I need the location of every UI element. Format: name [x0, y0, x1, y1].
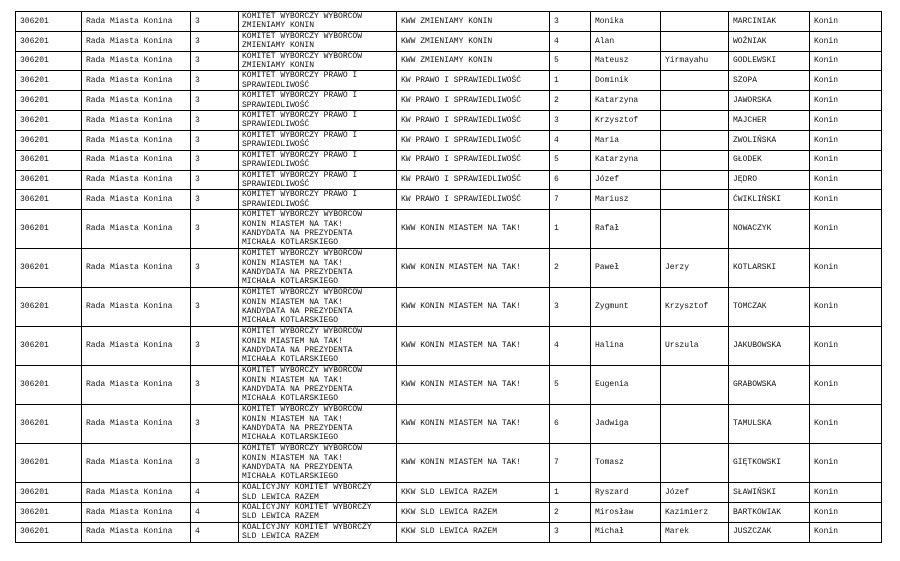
second-name-cell: Krzysztof	[661, 288, 729, 327]
position-cell: 5	[550, 366, 591, 405]
committee-cell: KOMITET WYBORCZY WYBORCÓW KONIN MIASTEM NA TAK! KANDYDATA NA PREZYDENTA MICHAŁA KOTLARSKIEGO	[239, 288, 397, 327]
district-cell: 3	[191, 190, 239, 210]
second-name-cell	[661, 210, 729, 249]
committee-short-cell: KWW KONIN MIASTEM NA TAK!	[397, 327, 550, 366]
committee-short-cell: KKW SLD LEWICA RAZEM	[397, 522, 550, 542]
town-cell: Konin	[810, 483, 882, 503]
second-name-cell: Yirmayahu	[661, 51, 729, 71]
organ-cell: Rada Miasta Konina	[82, 405, 191, 444]
table-row	[16, 210, 882, 249]
district-cell: 3	[191, 249, 239, 288]
second-name-cell	[661, 366, 729, 405]
teryt-cell: 306201	[16, 150, 82, 170]
first-name-cell: Halina	[591, 327, 661, 366]
teryt-cell: 306201	[16, 502, 82, 522]
first-name-cell: Katarzyna	[591, 150, 661, 170]
surname-cell: MARCINIAK	[729, 12, 810, 32]
first-name-cell: Katarzyna	[591, 91, 661, 111]
candidate-table-body	[16, 12, 882, 543]
table-row	[16, 522, 882, 542]
surname-cell: ZWOLIŃSKA	[729, 130, 810, 150]
second-name-cell: Urszula	[661, 327, 729, 366]
teryt-cell: 306201	[16, 130, 82, 150]
committee-short-cell: KWW KONIN MIASTEM NA TAK!	[397, 366, 550, 405]
organ-cell: Rada Miasta Konina	[82, 71, 191, 91]
surname-cell: JAWORSKA	[729, 91, 810, 111]
teryt-cell: 306201	[16, 366, 82, 405]
town-cell: Konin	[810, 12, 882, 32]
teryt-cell: 306201	[16, 170, 82, 190]
table-row	[16, 288, 882, 327]
second-name-cell	[661, 71, 729, 91]
position-cell: 1	[550, 71, 591, 91]
organ-cell: Rada Miasta Konina	[82, 444, 191, 483]
first-name-cell: Rafał	[591, 210, 661, 249]
position-cell: 3	[550, 12, 591, 32]
town-cell: Konin	[810, 444, 882, 483]
committee-cell: KOALICYJNY KOMITET WYBORCZY SLD LEWICA RAZEM	[239, 483, 397, 503]
candidate-list-page	[15, 11, 882, 543]
town-cell: Konin	[810, 51, 882, 71]
organ-cell: Rada Miasta Konina	[82, 170, 191, 190]
organ-cell: Rada Miasta Konina	[82, 366, 191, 405]
district-cell: 3	[191, 327, 239, 366]
surname-cell: TOMCZAK	[729, 288, 810, 327]
first-name-cell: Mariusz	[591, 190, 661, 210]
committee-cell: KOALICYJNY KOMITET WYBORCZY SLD LEWICA RAZEM	[239, 502, 397, 522]
committee-cell: KOMITET WYBORCZY PRAWO I SPRAWIEDLIWOŚĆ	[239, 91, 397, 111]
organ-cell: Rada Miasta Konina	[82, 288, 191, 327]
table-row	[16, 150, 882, 170]
first-name-cell: Józef	[591, 170, 661, 190]
district-cell: 3	[191, 31, 239, 51]
second-name-cell	[661, 170, 729, 190]
position-cell: 7	[550, 190, 591, 210]
second-name-cell: Jerzy	[661, 249, 729, 288]
first-name-cell: Michał	[591, 522, 661, 542]
position-cell: 1	[550, 483, 591, 503]
position-cell: 2	[550, 91, 591, 111]
first-name-cell: Ryszard	[591, 483, 661, 503]
surname-cell: SŁAWIŃSKI	[729, 483, 810, 503]
first-name-cell: Alan	[591, 31, 661, 51]
committee-short-cell: KW PRAWO I SPRAWIEDLIWOŚĆ	[397, 170, 550, 190]
first-name-cell: Maria	[591, 130, 661, 150]
first-name-cell: Zygmunt	[591, 288, 661, 327]
position-cell: 7	[550, 444, 591, 483]
committee-short-cell: KKW SLD LEWICA RAZEM	[397, 483, 550, 503]
table-row	[16, 111, 882, 131]
district-cell: 3	[191, 366, 239, 405]
position-cell: 1	[550, 210, 591, 249]
surname-cell: GŁODEK	[729, 150, 810, 170]
second-name-cell: Kazimierz	[661, 502, 729, 522]
town-cell: Konin	[810, 210, 882, 249]
committee-short-cell: KW PRAWO I SPRAWIEDLIWOŚĆ	[397, 111, 550, 131]
first-name-cell: Jadwiga	[591, 405, 661, 444]
teryt-cell: 306201	[16, 405, 82, 444]
committee-short-cell: KWW ZMIENIAMY KONIN	[397, 12, 550, 32]
committee-short-cell: KWW KONIN MIASTEM NA TAK!	[397, 444, 550, 483]
teryt-cell: 306201	[16, 210, 82, 249]
committee-cell: KOMITET WYBORCZY WYBORCÓW KONIN MIASTEM NA TAK! KANDYDATA NA PREZYDENTA MICHAŁA KOTLARSKIEGO	[239, 210, 397, 249]
district-cell: 3	[191, 150, 239, 170]
table-row	[16, 170, 882, 190]
committee-cell: KOMITET WYBORCZY PRAWO I SPRAWIEDLIWOŚĆ	[239, 111, 397, 131]
committee-cell: KOMITET WYBORCZY WYBORCÓW KONIN MIASTEM NA TAK! KANDYDATA NA PREZYDENTA MICHAŁA KOTLARSKIEGO	[239, 366, 397, 405]
position-cell: 3	[550, 111, 591, 131]
second-name-cell	[661, 190, 729, 210]
position-cell: 2	[550, 249, 591, 288]
organ-cell: Rada Miasta Konina	[82, 111, 191, 131]
table-row	[16, 71, 882, 91]
town-cell: Konin	[810, 249, 882, 288]
committee-short-cell: KW PRAWO I SPRAWIEDLIWOŚĆ	[397, 71, 550, 91]
table-row	[16, 483, 882, 503]
table-row	[16, 327, 882, 366]
surname-cell: SZOPA	[729, 71, 810, 91]
committee-short-cell: KWW ZMIENIAMY KONIN	[397, 31, 550, 51]
second-name-cell	[661, 150, 729, 170]
committee-cell: KOMITET WYBORCZY WYBORCÓW KONIN MIASTEM NA TAK! KANDYDATA NA PREZYDENTA MICHAŁA KOTLARSKIEGO	[239, 444, 397, 483]
surname-cell: GIĘTKOWSKI	[729, 444, 810, 483]
surname-cell: ĆWIKLIŃSKI	[729, 190, 810, 210]
position-cell: 4	[550, 130, 591, 150]
organ-cell: Rada Miasta Konina	[82, 150, 191, 170]
committee-short-cell: KW PRAWO I SPRAWIEDLIWOŚĆ	[397, 150, 550, 170]
town-cell: Konin	[810, 150, 882, 170]
surname-cell: GODLEWSKI	[729, 51, 810, 71]
committee-cell: KOMITET WYBORCZY WYBORCÓW KONIN MIASTEM NA TAK! KANDYDATA NA PREZYDENTA MICHAŁA KOTLARSKIEGO	[239, 327, 397, 366]
table-row	[16, 31, 882, 51]
organ-cell: Rada Miasta Konina	[82, 31, 191, 51]
town-cell: Konin	[810, 130, 882, 150]
second-name-cell	[661, 130, 729, 150]
organ-cell: Rada Miasta Konina	[82, 91, 191, 111]
teryt-cell: 306201	[16, 12, 82, 32]
teryt-cell: 306201	[16, 31, 82, 51]
town-cell: Konin	[810, 366, 882, 405]
committee-short-cell: KWW ZMIENIAMY KONIN	[397, 51, 550, 71]
town-cell: Konin	[810, 190, 882, 210]
position-cell: 2	[550, 502, 591, 522]
committee-short-cell: KWW KONIN MIASTEM NA TAK!	[397, 210, 550, 249]
committee-cell: KOMITET WYBORCZY WYBORCÓW ZMIENIAMY KONIN	[239, 51, 397, 71]
teryt-cell: 306201	[16, 249, 82, 288]
second-name-cell	[661, 111, 729, 131]
teryt-cell: 306201	[16, 483, 82, 503]
position-cell: 5	[550, 51, 591, 71]
committee-cell: KOMITET WYBORCZY WYBORCÓW KONIN MIASTEM NA TAK! KANDYDATA NA PREZYDENTA MICHAŁA KOTLARSKIEGO	[239, 249, 397, 288]
district-cell: 3	[191, 111, 239, 131]
town-cell: Konin	[810, 91, 882, 111]
table-row	[16, 12, 882, 32]
committee-short-cell: KKW SLD LEWICA RAZEM	[397, 502, 550, 522]
position-cell: 4	[550, 31, 591, 51]
surname-cell: JAKUBOWSKA	[729, 327, 810, 366]
second-name-cell	[661, 12, 729, 32]
surname-cell: WOŹNIAK	[729, 31, 810, 51]
committee-cell: KOMITET WYBORCZY PRAWO I SPRAWIEDLIWOŚĆ	[239, 170, 397, 190]
surname-cell: KOTLARSKI	[729, 249, 810, 288]
committee-short-cell: KW PRAWO I SPRAWIEDLIWOŚĆ	[397, 130, 550, 150]
table-row	[16, 91, 882, 111]
district-cell: 3	[191, 444, 239, 483]
table-row	[16, 502, 882, 522]
second-name-cell	[661, 405, 729, 444]
town-cell: Konin	[810, 170, 882, 190]
district-cell: 4	[191, 522, 239, 542]
surname-cell: TAMULSKA	[729, 405, 810, 444]
committee-cell: KOMITET WYBORCZY WYBORCÓW KONIN MIASTEM NA TAK! KANDYDATA NA PREZYDENTA MICHAŁA KOTLARSKIEGO	[239, 405, 397, 444]
teryt-cell: 306201	[16, 327, 82, 366]
position-cell: 6	[550, 405, 591, 444]
committee-short-cell: KWW KONIN MIASTEM NA TAK!	[397, 288, 550, 327]
position-cell: 3	[550, 522, 591, 542]
committee-short-cell: KW PRAWO I SPRAWIEDLIWOŚĆ	[397, 91, 550, 111]
table-row	[16, 444, 882, 483]
position-cell: 5	[550, 150, 591, 170]
first-name-cell: Krzysztof	[591, 111, 661, 131]
district-cell: 3	[191, 210, 239, 249]
committee-cell: KOMITET WYBORCZY PRAWO I SPRAWIEDLIWOŚĆ	[239, 130, 397, 150]
table-row	[16, 130, 882, 150]
district-cell: 3	[191, 405, 239, 444]
first-name-cell: Paweł	[591, 249, 661, 288]
surname-cell: MAJCHER	[729, 111, 810, 131]
table-row	[16, 190, 882, 210]
organ-cell: Rada Miasta Konina	[82, 12, 191, 32]
organ-cell: Rada Miasta Konina	[82, 522, 191, 542]
teryt-cell: 306201	[16, 111, 82, 131]
candidate-table	[15, 11, 882, 543]
first-name-cell: Dominik	[591, 71, 661, 91]
district-cell: 3	[191, 130, 239, 150]
first-name-cell: Tomasz	[591, 444, 661, 483]
committee-cell: KOMITET WYBORCZY PRAWO I SPRAWIEDLIWOŚĆ	[239, 150, 397, 170]
committee-short-cell: KWW KONIN MIASTEM NA TAK!	[397, 249, 550, 288]
district-cell: 3	[191, 91, 239, 111]
committee-cell: KOMITET WYBORCZY PRAWO I SPRAWIEDLIWOŚĆ	[239, 190, 397, 210]
district-cell: 3	[191, 71, 239, 91]
town-cell: Konin	[810, 288, 882, 327]
position-cell: 4	[550, 327, 591, 366]
teryt-cell: 306201	[16, 91, 82, 111]
surname-cell: GRABOWSKA	[729, 366, 810, 405]
town-cell: Konin	[810, 31, 882, 51]
town-cell: Konin	[810, 111, 882, 131]
town-cell: Konin	[810, 71, 882, 91]
table-row	[16, 51, 882, 71]
town-cell: Konin	[810, 327, 882, 366]
teryt-cell: 306201	[16, 71, 82, 91]
position-cell: 6	[550, 170, 591, 190]
teryt-cell: 306201	[16, 522, 82, 542]
town-cell: Konin	[810, 502, 882, 522]
first-name-cell: Monika	[591, 12, 661, 32]
organ-cell: Rada Miasta Konina	[82, 210, 191, 249]
town-cell: Konin	[810, 522, 882, 542]
organ-cell: Rada Miasta Konina	[82, 190, 191, 210]
second-name-cell: Józef	[661, 483, 729, 503]
organ-cell: Rada Miasta Konina	[82, 249, 191, 288]
second-name-cell: Marek	[661, 522, 729, 542]
first-name-cell: Mateusz	[591, 51, 661, 71]
table-row	[16, 366, 882, 405]
organ-cell: Rada Miasta Konina	[82, 51, 191, 71]
second-name-cell	[661, 444, 729, 483]
position-cell: 3	[550, 288, 591, 327]
district-cell: 3	[191, 170, 239, 190]
teryt-cell: 306201	[16, 288, 82, 327]
second-name-cell	[661, 91, 729, 111]
committee-cell: KOMITET WYBORCZY WYBORCÓW ZMIENIAMY KONIN	[239, 31, 397, 51]
committee-short-cell: KW PRAWO I SPRAWIEDLIWOŚĆ	[397, 190, 550, 210]
surname-cell: JĘDRO	[729, 170, 810, 190]
district-cell: 3	[191, 12, 239, 32]
surname-cell: BARTKOWIAK	[729, 502, 810, 522]
town-cell: Konin	[810, 405, 882, 444]
district-cell: 3	[191, 51, 239, 71]
teryt-cell: 306201	[16, 190, 82, 210]
surname-cell: JUSZCZAK	[729, 522, 810, 542]
committee-cell: KOMITET WYBORCZY PRAWO I SPRAWIEDLIWOŚĆ	[239, 71, 397, 91]
district-cell: 4	[191, 483, 239, 503]
teryt-cell: 306201	[16, 444, 82, 483]
second-name-cell	[661, 31, 729, 51]
surname-cell: NOWACZYK	[729, 210, 810, 249]
district-cell: 3	[191, 288, 239, 327]
teryt-cell: 306201	[16, 51, 82, 71]
committee-cell: KOMITET WYBORCZY WYBORCÓW ZMIENIAMY KONIN	[239, 12, 397, 32]
table-row	[16, 249, 882, 288]
first-name-cell: Mirosław	[591, 502, 661, 522]
organ-cell: Rada Miasta Konina	[82, 130, 191, 150]
committee-short-cell: KWW KONIN MIASTEM NA TAK!	[397, 405, 550, 444]
committee-cell: KOALICYJNY KOMITET WYBORCZY SLD LEWICA RAZEM	[239, 522, 397, 542]
district-cell: 4	[191, 502, 239, 522]
table-row	[16, 405, 882, 444]
organ-cell: Rada Miasta Konina	[82, 483, 191, 503]
organ-cell: Rada Miasta Konina	[82, 327, 191, 366]
first-name-cell: Eugenia	[591, 366, 661, 405]
organ-cell: Rada Miasta Konina	[82, 502, 191, 522]
